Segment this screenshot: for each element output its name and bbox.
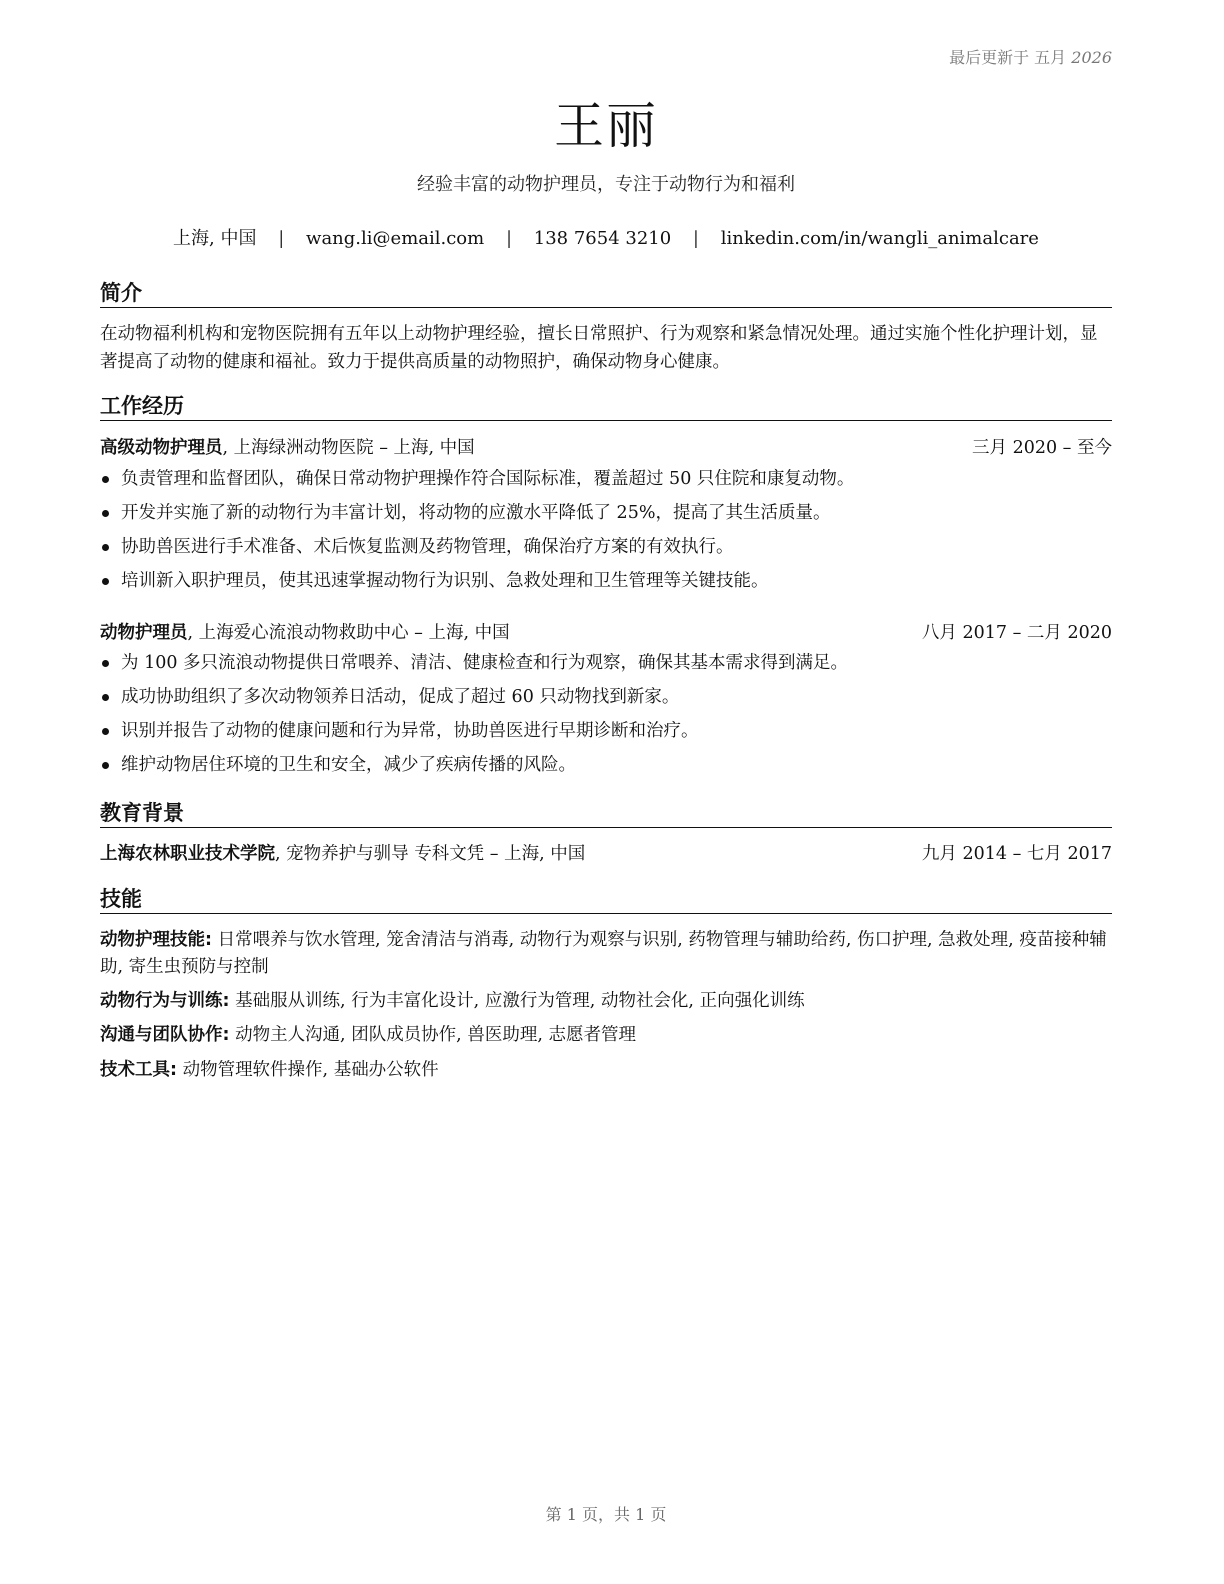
skill-row bbox=[100, 1057, 1112, 1084]
list-item bbox=[100, 752, 1112, 786]
job-1-title-line bbox=[100, 434, 475, 459]
bullet-text: 培训新入职护理员，使其迅速掌握动物行为识别、急救处理和卫生管理等关键技能。 bbox=[121, 571, 769, 591]
contact-location: 上海, 中国 bbox=[173, 228, 257, 249]
list-item bbox=[100, 650, 1112, 684]
section-experience-title-text: 工作经历 bbox=[100, 394, 184, 418]
bullet-dot bbox=[102, 762, 109, 769]
contact-separator: | bbox=[278, 228, 285, 249]
job-1-role: 高级动物护理员 bbox=[100, 438, 223, 458]
skill-text: 动物管理软件操作, 基础办公软件 bbox=[177, 1060, 439, 1080]
last-updated-year: 2026 bbox=[1071, 48, 1112, 67]
list-item bbox=[100, 500, 1112, 534]
bullet-text: 识别并报告了动物的健康问题和行为异常，协助兽医进行早期诊断和治疗。 bbox=[121, 721, 699, 741]
bullet-text: 维护动物居住环境的卫生和安全，减少了疾病传播的风险。 bbox=[121, 755, 576, 775]
section-experience-title bbox=[100, 389, 1112, 421]
section-summary-title-text: 简介 bbox=[100, 281, 142, 305]
bullet-text: 协助兽医进行手术准备、术后恢复监测及药物管理，确保治疗方案的有效执行。 bbox=[121, 537, 734, 557]
section-education-title bbox=[100, 796, 1112, 828]
bullet-text: 开发并实施了新的动物行为丰富计划，将动物的应激水平降低了 25%，提高了其生活质量。 bbox=[121, 503, 831, 523]
list-item bbox=[100, 684, 1112, 718]
bullet-text: 成功协助组织了多次动物领养日活动，促成了超过 60 只动物找到新家。 bbox=[121, 687, 680, 707]
candidate-tagline: 经验丰富的动物护理员，专注于动物行为和福利 bbox=[417, 174, 795, 195]
bullet-dot bbox=[102, 510, 109, 517]
section-skills-title-text: 技能 bbox=[100, 887, 142, 911]
job-2-role: 动物护理员 bbox=[100, 623, 188, 643]
candidate-name: 王丽 bbox=[554, 97, 658, 155]
education-detail: , 宠物养护与驯导 专科文凭 – 上海, 中国 bbox=[275, 844, 586, 864]
bullet-dot bbox=[102, 476, 109, 483]
section-education-title-text: 教育背景 bbox=[100, 801, 184, 825]
list-item bbox=[100, 718, 1112, 752]
page-footer: 第 1 页，共 1 页 bbox=[545, 1505, 667, 1524]
skill-text: 基础服从训练, 行为丰富化设计, 应激行为管理, 动物社会化, 正向强化训练 bbox=[229, 991, 805, 1011]
skill-label: 沟通与团队协作: bbox=[100, 1025, 230, 1045]
last-updated-label: 最后更新于 五月 bbox=[949, 48, 1067, 67]
job-2-org: , 上海爱心流浪动物救助中心 – 上海, 中国 bbox=[187, 623, 510, 643]
list-item bbox=[100, 534, 1112, 568]
contact-line bbox=[100, 224, 1112, 250]
job-2-bullets bbox=[100, 650, 1112, 786]
bullet-dot bbox=[102, 728, 109, 735]
skill-text: 动物主人沟通, 团队成员协作, 兽医助理, 志愿者管理 bbox=[229, 1025, 636, 1045]
section-summary-title bbox=[100, 276, 1112, 308]
bullet-dot bbox=[102, 694, 109, 701]
bullet-dot bbox=[102, 578, 109, 585]
skill-row bbox=[100, 927, 1112, 981]
contact-linkedin[interactable]: linkedin.com/in/wangli_animalcare bbox=[720, 228, 1039, 249]
bullet-text: 负责管理和监督团队，确保日常动物护理操作符合国际标准，覆盖超过 50 只住院和康复动物。 bbox=[121, 469, 855, 489]
job-2-header bbox=[100, 619, 1112, 645]
education-dates: 九月 2014 – 七月 2017 bbox=[921, 844, 1112, 864]
contact-email[interactable]: wang.li@email.com bbox=[306, 228, 485, 249]
job-1-bullets bbox=[100, 466, 1112, 602]
bullet-dot bbox=[102, 660, 109, 667]
list-item bbox=[100, 568, 1112, 602]
education-entry bbox=[100, 840, 1112, 866]
skill-label: 动物护理技能: bbox=[100, 930, 212, 950]
job-1-org: , 上海绿洲动物医院 – 上海, 中国 bbox=[222, 438, 475, 458]
bullet-dot bbox=[102, 544, 109, 551]
section-skills-title bbox=[100, 882, 1112, 914]
contact-separator: | bbox=[692, 228, 699, 249]
skill-row bbox=[100, 988, 1112, 1015]
resume-page bbox=[100, 0, 1112, 1584]
skill-text: 日常喂养与饮水管理, 笼舍清洁与消毒, 动物行为观察与识别, 药物管理与辅助给药, 伤口护理, 急救处理, 疫苗接种辅助, 寄生虫预防与控制 bbox=[100, 930, 1107, 977]
skill-label: 技术工具: bbox=[100, 1060, 177, 1080]
contact-separator: | bbox=[505, 228, 513, 249]
job-1-header bbox=[100, 434, 1112, 460]
contact-phone: 138 7654 3210 bbox=[533, 228, 672, 249]
list-item bbox=[100, 466, 1112, 500]
education-school: 上海农林职业技术学院 bbox=[100, 844, 275, 864]
skill-row bbox=[100, 1022, 1112, 1049]
job-2-dates: 八月 2017 – 二月 2020 bbox=[921, 623, 1112, 643]
summary-text: 在动物福利机构和宠物医院拥有五年以上动物护理经验，擅长日常照护、行为观察和紧急情况处理。通过实施个性化护理计划，显著提高了动物的健康和福祉。致力于提供高质量的动物照护，确保动物身心健康。 bbox=[100, 324, 1098, 372]
education-title-line bbox=[100, 840, 585, 865]
last-updated bbox=[949, 45, 1112, 68]
job-1-dates: 三月 2020 – 至今 bbox=[972, 438, 1112, 458]
job-2-title-line bbox=[100, 619, 510, 644]
bullet-text: 为 100 多只流浪动物提供日常喂养、清洁、健康检查和行为观察，确保其基本需求得到满足。 bbox=[121, 653, 849, 673]
skill-label: 动物行为与训练: bbox=[100, 991, 230, 1011]
